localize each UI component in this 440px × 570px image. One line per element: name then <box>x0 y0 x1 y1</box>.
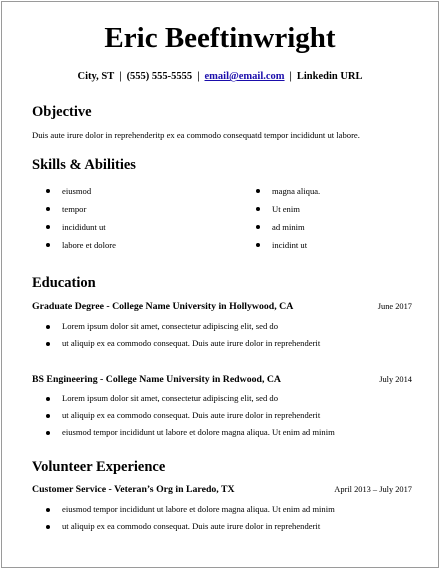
list-item: eiusmod tempor incididunt ut labore et dolore magna aliqua. Ut enim ad minim <box>46 424 418 441</box>
resume-name: Eric Beeftinwright <box>104 22 336 54</box>
education-entry-bullets <box>46 318 418 352</box>
objective-text: Duis aute irure dolor in reprehenderitp ex ea commodo consequatd tempor incididunt ut labore. <box>32 130 360 140</box>
skill-item: Ut enim <box>256 200 320 218</box>
list-item: Lorem ipsum dolor sit amet, consectetur adipiscing elit, sed do <box>46 390 418 407</box>
contact-linkedin: Linkedin URL <box>296 71 363 82</box>
education-entry-date: July 2014 <box>379 375 412 384</box>
contact-line <box>2 70 438 84</box>
volunteer-entry-date: April 2013 – July 2017 <box>334 485 412 494</box>
volunteer-heading: Volunteer Experience <box>32 459 166 475</box>
skill-item: magna aliqua. <box>256 182 320 200</box>
volunteer-entry-title: Customer Service - Veteran’s Org in Laredo, TX <box>32 484 235 495</box>
skills-column-right <box>256 182 320 254</box>
contact-phone: (555) 555-5555 <box>126 71 193 82</box>
contact-location: City, ST <box>77 71 115 82</box>
skill-item: tempor <box>46 200 116 218</box>
volunteer-entry-bullets <box>46 501 418 535</box>
contact-separator: | <box>119 71 122 82</box>
skill-item: eiusmod <box>46 182 116 200</box>
objective-heading: Objective <box>32 104 92 120</box>
education-heading: Education <box>32 275 96 291</box>
resume-page <box>1 1 439 568</box>
list-item: ut aliquip ex ea commodo consequat. Duis aute irure dolor in reprehenderit <box>46 335 418 352</box>
skills-heading: Skills & Abilities <box>32 157 136 173</box>
skill-item: incididunt ut <box>46 218 116 236</box>
skill-item: incidint ut <box>256 236 320 254</box>
education-entry-bullets <box>46 390 418 441</box>
skill-item: labore et dolore <box>46 236 116 254</box>
contact-email-link[interactable]: email@email.com <box>204 71 285 82</box>
contact-separator: | <box>289 71 292 82</box>
skills-column-left <box>46 182 116 254</box>
skill-item: ad minim <box>256 218 320 236</box>
list-item: ut aliquip ex ea commodo consequat. Duis aute irure dolor in reprehenderit <box>46 518 418 535</box>
education-entry-title: BS Engineering - College Name University in Redwood, CA <box>32 374 281 385</box>
education-entry-date: June 2017 <box>377 302 412 311</box>
contact-separator: | <box>197 71 200 82</box>
list-item: eiusmod tempor incididunt ut labore et dolore magna aliqua. Ut enim ad minim <box>46 501 418 518</box>
list-item: Lorem ipsum dolor sit amet, consectetur adipiscing elit, sed do <box>46 318 418 335</box>
education-entry-title: Graduate Degree - College Name University in Hollywood, CA <box>32 301 294 312</box>
list-item: ut aliquip ex ea commodo consequat. Duis aute irure dolor in reprehenderit <box>46 407 418 424</box>
